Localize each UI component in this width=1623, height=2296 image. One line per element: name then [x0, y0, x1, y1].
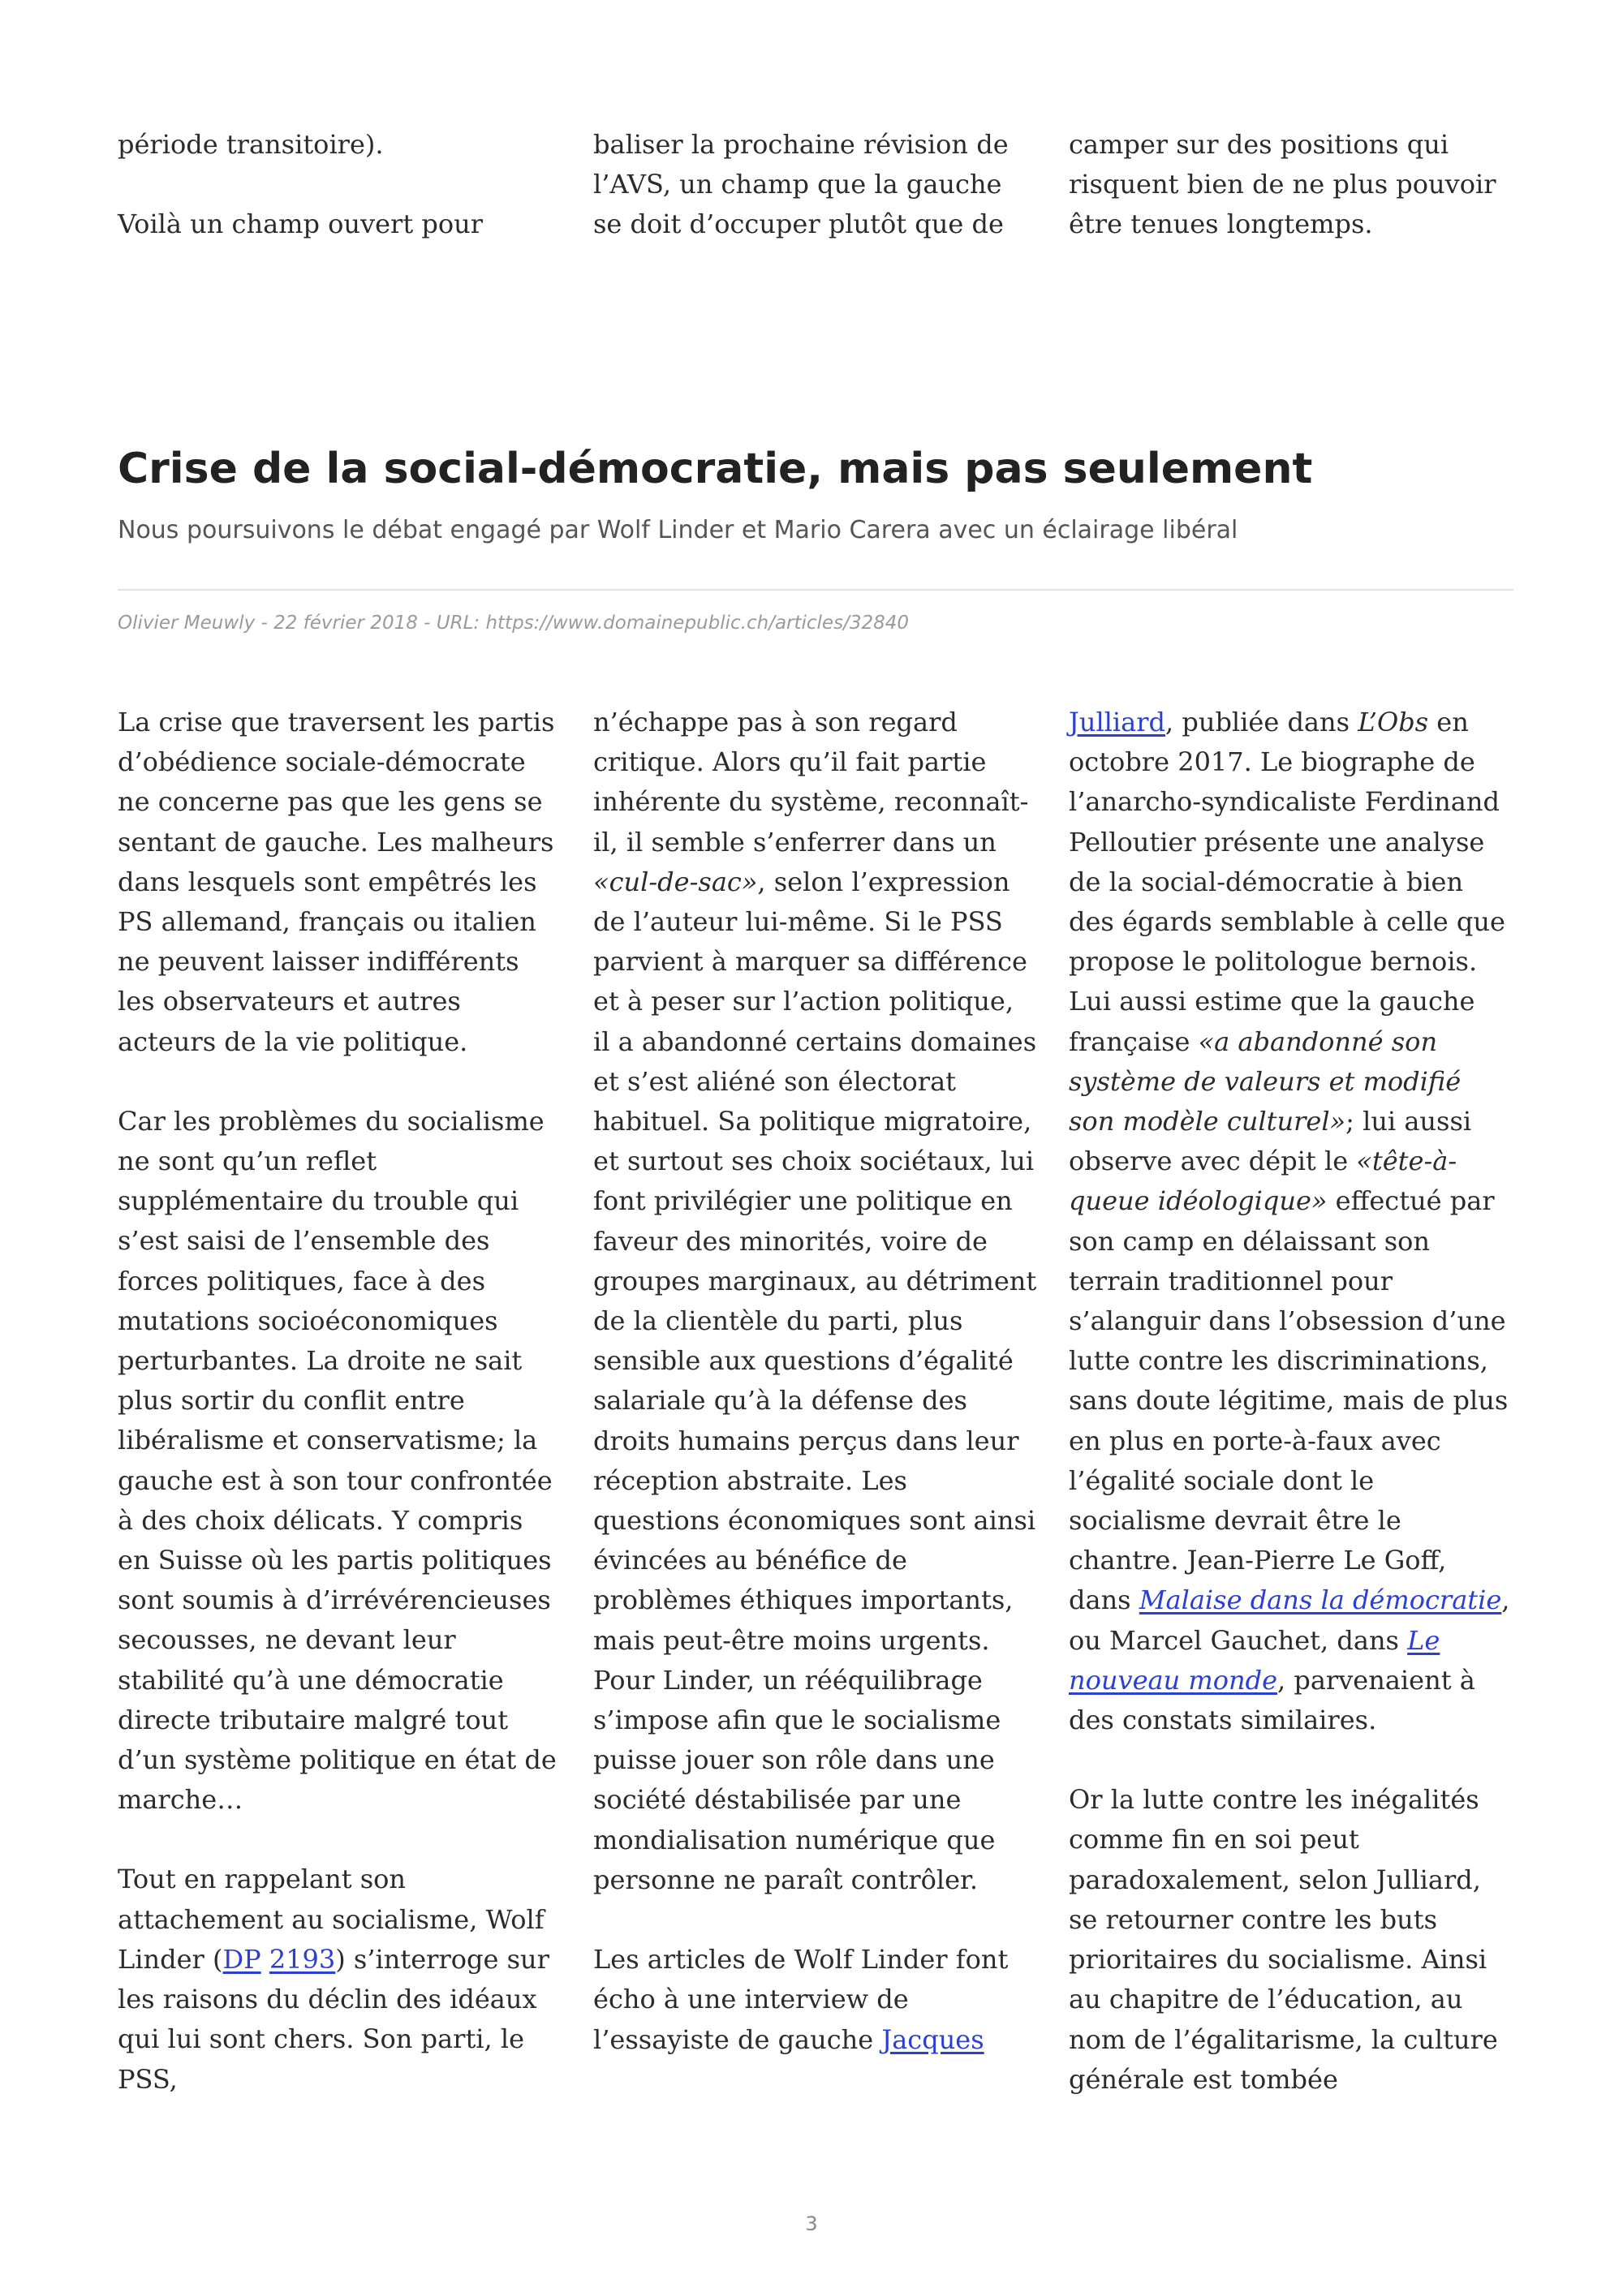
link-malaise-dans-la-democratie[interactable]: Malaise dans la démocratie — [1139, 1584, 1502, 1616]
text-run: effectué par son camp en délaissant son terrain traditionnel pour s’alanguir dans l’obsession d’une lutte contre les discriminations, sans doute légitime, mais de plus en plus en porte-à-faux avec l’égalité sociale dont le socialisme devrait être le chantre. Jean-Pierre Le Goff, dans — [1069, 1185, 1509, 1616]
text-run: n’échappe pas à son regard critique. Alors qu’il fait partie inhérente du système, reconnaît-il, il semble s’enferrer dans un — [593, 707, 1029, 858]
paragraph: baliser la prochaine révision de l’AVS, un champ que la gauche se doit d’occuper plutôt que de — [593, 129, 1009, 240]
text-run: en octobre 2017. Le biographe de l’anarcho-syndicaliste Ferdinand Pelloutier présente une analyse de la social-démocratie à bien des égards semblable à celle que propose le politologue bernois. Lui aussi estime que la gauche française — [1069, 707, 1505, 1057]
link-le-nouveau-monde[interactable]: Le nouveau monde — [1069, 1624, 1440, 1696]
paragraph — [593, 703, 1038, 1900]
divider — [118, 589, 1513, 591]
quote: «a abandonné son système de valeurs et modifié son modèle culturel» — [1069, 1025, 1462, 1137]
article-title: Crise de la social-démocratie, mais pas seulement — [118, 445, 1313, 493]
paragraph: Voilà un champ ouvert pour — [118, 209, 484, 240]
paragraph: Car les problèmes du socialisme ne sont qu’un reflet supplémentaire du trouble qui s’est saisi de l’ensemble des forces politiques, face à des mutations socioéconomiques perturbantes. La droite ne sait plus sortir du conflit entre libéralisme et conservatisme; la gauche est à son tour confrontée à des choix délicats. Y compris en Suisse où les partis politiques sont soumis à d’irrévérencieuses secousses, ne devant leur stabilité qu’à une démocratie directe tributaire malgré tout d’un système politique en état de marche… — [118, 1105, 557, 1816]
column-3 — [1069, 703, 1513, 2100]
column-2 — [593, 703, 1038, 2100]
article-byline: Olivier Meuwly - 22 février 2018 - URL: https://www.domainepublic.ch/articles/32840 — [118, 613, 909, 634]
column-2 — [593, 125, 1038, 245]
link-julliard[interactable]: Julliard — [1069, 707, 1165, 737]
text-run: ) s’interroge sur les raisons du déclin des idéaux qui lui sont chers. Son parti, le PSS, — [118, 1943, 549, 2095]
text-run: , selon l’expression de l’auteur lui-même. Si le PSS parvient à marquer sa différence et à peser sur l’action politique, il a abandonné certains domaines et s’est aliéné son électorat habituel. Sa politique migratoire, et surtout ses choix sociétaux, lui font privilégier une politique en faveur des minorités, voire de groupes marginaux, au détriment de la clientèle du parti, plus sensible aux questions d’égalité salariale qu’à la défense des droits humains perçus dans leur réception abstraite. Les questions économiques sont ainsi évincées au bénéfice de problèmes éthiques importants, mais peut-être moins urgents. Pour Linder, un rééquilibrage s’impose afin que le socialisme puisse jouer son rôle dans une société déstabilisée par une mondialisation numérique que personne ne paraît contrôler. — [593, 866, 1037, 1895]
link-dp-2193[interactable]: 2193 — [269, 1943, 336, 1975]
quote: «tête-à-queue idéologique» — [1069, 1146, 1457, 1217]
text-run: , publiée dans — [1165, 707, 1358, 737]
text-run: ; lui aussi observe avec dépit le — [1069, 1106, 1472, 1177]
page-number: 3 — [805, 2212, 818, 2235]
paragraph: La crise que traversent les partis d’obédience sociale-démocrate ne concerne pas que les gens se sentant de gauche. Les malheurs dans lesquels sont empêtrés les PS allemand, français ou italien ne peuvent laisser indifférents les observateurs et autres acteurs de la vie politique. — [118, 707, 555, 1057]
column-1 — [118, 125, 562, 245]
text-run: , parvenaient à des constats similaires. — [1069, 1664, 1475, 1736]
link-dp[interactable]: DP — [222, 1943, 261, 1975]
column-3 — [1069, 125, 1513, 245]
article-subtitle: Nous poursuivons le débat engagé par Wolf Linder et Mario Carera avec un éclairage libéral — [118, 516, 1238, 544]
text-run: Les articles de Wolf Linder font écho à une interview de l’essayiste de gauche — [593, 1944, 1009, 2055]
continued-article-columns — [118, 125, 1513, 245]
link-jacques-julliard[interactable]: Jacques — [881, 2023, 984, 2055]
text-run: , ou Marcel Gauchet, dans — [1069, 1584, 1510, 1656]
text-run: Tout en rappelant son attachement au socialisme, Wolf Linder ( — [118, 1864, 545, 1975]
paragraph — [1069, 703, 1513, 1740]
publication-name: L’Obs — [1358, 707, 1429, 737]
paragraph — [118, 1860, 562, 2099]
column-1 — [118, 703, 562, 2100]
text-run — [261, 1944, 269, 1975]
paragraph: camper sur des positions qui risquent bien de ne plus pouvoir être tenues longtemps. — [1069, 129, 1496, 240]
paragraph: Or la lutte contre les inégalités comme fin en soi peut paradoxalement, selon Julliard, se retourner contre les buts prioritaires du socialisme. Ainsi au chapitre de l’éducation, au nom de l’égalitarisme, la culture générale est tombée — [1069, 1784, 1498, 2095]
paragraph: période transitoire). — [118, 129, 384, 160]
article-columns — [118, 703, 1513, 2100]
quote: «cul-de-sac» — [593, 866, 758, 897]
paragraph — [593, 1940, 1038, 2060]
